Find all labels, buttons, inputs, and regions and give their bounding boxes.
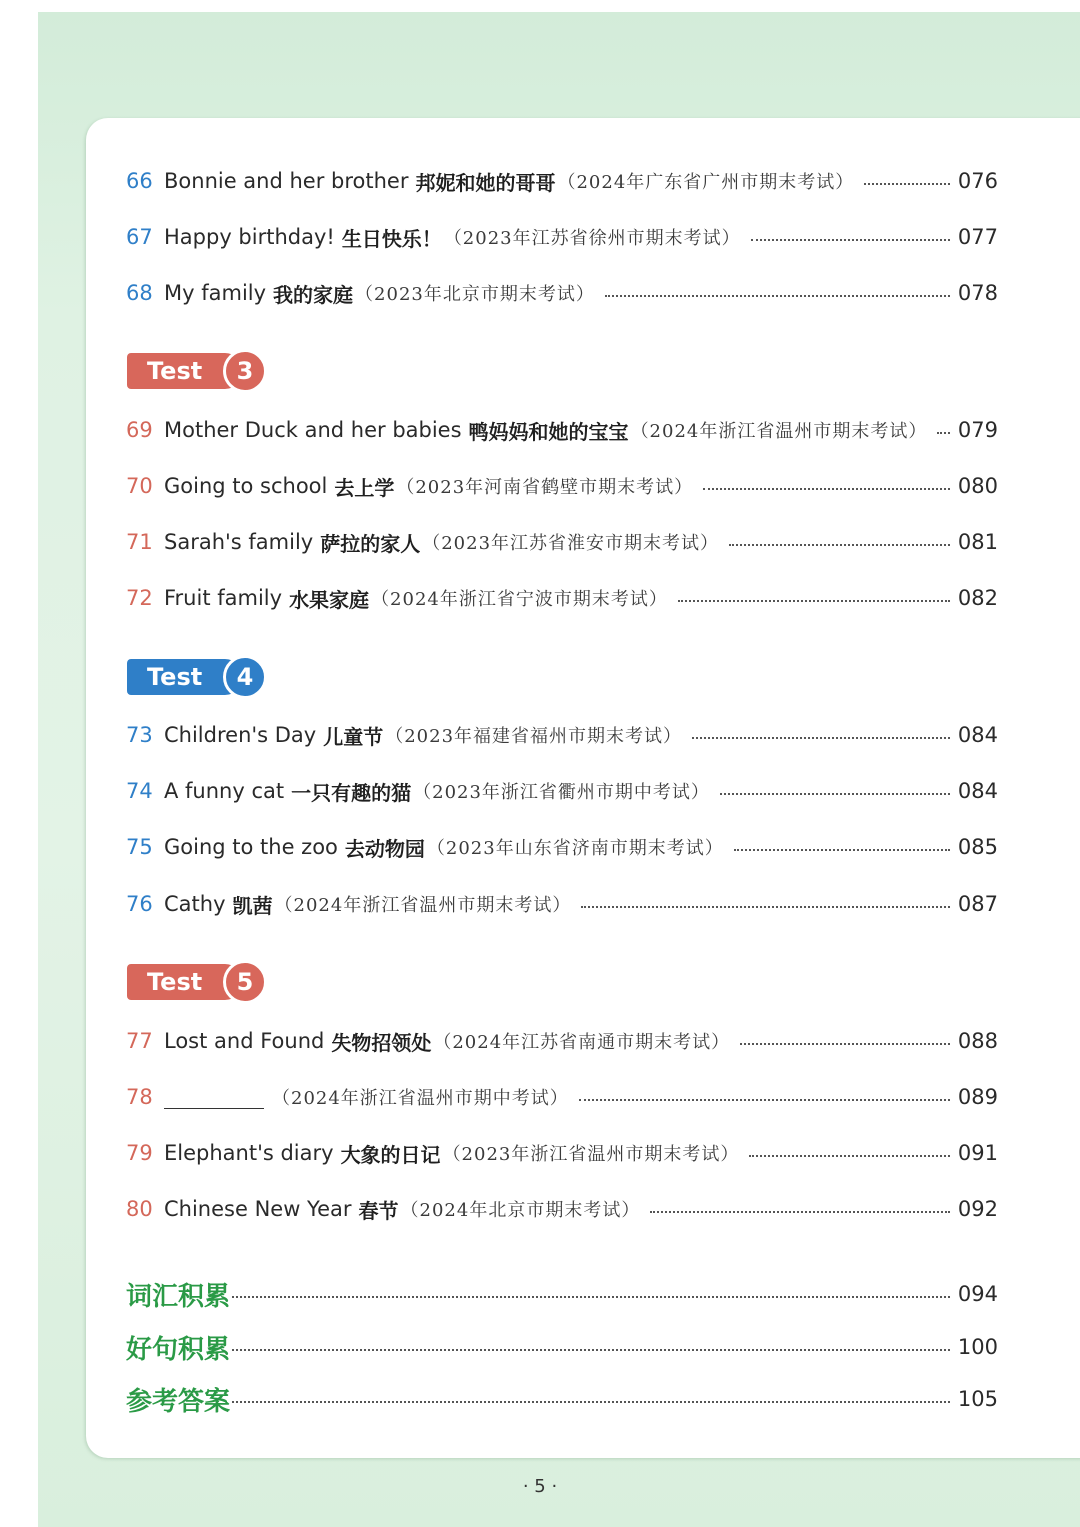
entry-source: （2024年浙江省温州市期末考试）: [274, 895, 572, 916]
entry-source: （2023年北京市期末考试）: [355, 284, 595, 305]
entry-number: 79: [126, 1141, 153, 1165]
entry-title-chinese: 水果家庭: [289, 587, 370, 612]
dot-leader: [864, 183, 950, 185]
entry-title-chinese: 大象的日记: [340, 1142, 441, 1167]
entry-source: （2023年江苏省徐州市期末考试）: [443, 228, 741, 249]
entry-number: 73: [126, 723, 153, 747]
entry-number: 75: [126, 835, 153, 859]
entry-title-english: Going to school: [164, 474, 328, 498]
dot-leader: [605, 295, 950, 297]
toc-entry-66[interactable]: [126, 161, 998, 201]
entry-page: 082: [957, 586, 998, 610]
toc-entry-68[interactable]: [126, 273, 998, 313]
entry-source: （2023年浙江省衢州市期中考试）: [413, 782, 710, 803]
entry-title-chinese: 儿童节: [323, 724, 384, 749]
entry-title-english: Lost and Found: [164, 1029, 325, 1053]
entry-title-english: Chinese New Year: [164, 1197, 352, 1221]
entry-page: 088: [957, 1029, 998, 1053]
entry-number: 76: [126, 892, 153, 916]
toc-good-sentences[interactable]: [126, 1325, 998, 1369]
entry-title-chinese: 去动物园: [344, 836, 425, 861]
extra-label: 参考答案: [126, 1386, 231, 1417]
dot-leader: [703, 488, 950, 490]
entry-title-chinese: 失物招领处: [331, 1030, 432, 1055]
entry-title-english: Sarah's family: [164, 530, 314, 554]
page-number: · 5 ·: [522, 1476, 558, 1497]
toc-entry-73[interactable]: [126, 715, 998, 755]
entry-number: 69: [126, 418, 153, 442]
entry-page: 080: [957, 474, 998, 498]
entry-page: 085: [957, 835, 998, 859]
entry-title-chinese: 一只有趣的猫: [291, 780, 412, 805]
toc-entry-75[interactable]: [126, 827, 998, 867]
entry-page: 084: [957, 723, 998, 747]
entry-title-chinese: 凯茜: [232, 893, 273, 918]
test-5-heading: [127, 960, 269, 1004]
entry-page: 091: [957, 1141, 998, 1165]
entry-source: （2023年浙江省温州市期末考试）: [442, 1144, 740, 1165]
dot-leader: [937, 432, 950, 434]
entry-title-english: Children's Day: [164, 723, 317, 747]
entry-source: （2024年广东省广州市期末考试）: [557, 172, 855, 193]
dot-leader: [749, 1155, 950, 1157]
dot-leader: [579, 1099, 950, 1101]
toc-answers[interactable]: [126, 1377, 998, 1421]
entry-page: 092: [957, 1197, 998, 1221]
entry-source: （2024年北京市期末考试）: [400, 1200, 641, 1221]
toc-entry-74[interactable]: [126, 771, 998, 811]
toc-entry-78[interactable]: [126, 1077, 998, 1117]
entry-source: （2024年浙江省温州市期末考试）: [630, 421, 928, 442]
toc-entry-70[interactable]: [126, 466, 998, 506]
entry-title-english: Cathy: [164, 892, 226, 916]
dot-leader: [692, 737, 950, 739]
entry-title-chinese: 鸭妈妈和她的宝宝: [468, 419, 629, 444]
entry-source: （2023年河南省鹤壁市期末考试）: [396, 477, 694, 498]
entry-number: 66: [126, 169, 153, 193]
dot-leader: [232, 1349, 950, 1351]
entry-page: 079: [957, 418, 998, 442]
toc-entry-67[interactable]: [126, 217, 998, 257]
dot-leader: [720, 793, 950, 795]
entry-title-english: My family: [164, 281, 267, 305]
toc-vocabulary[interactable]: [126, 1272, 998, 1316]
dot-leader: [734, 849, 950, 851]
entry-page: 076: [957, 169, 998, 193]
dot-leader: [751, 239, 950, 241]
test-number: 3: [223, 349, 267, 393]
toc-entry-76[interactable]: [126, 884, 998, 924]
extra-label: 好句积累: [126, 1334, 231, 1365]
entry-title-english: Bonnie and her brother: [164, 169, 409, 193]
toc-entry-69[interactable]: [126, 410, 998, 450]
toc-entry-80[interactable]: [126, 1189, 998, 1229]
entry-source: （2024年浙江省宁波市期末考试）: [371, 589, 668, 610]
entry-number: 74: [126, 779, 153, 803]
entry-title-chinese: 春节: [358, 1198, 399, 1223]
entry-title-english: Going to the zoo: [164, 835, 338, 859]
entry-title-chinese: 生日快乐！: [341, 226, 442, 251]
entry-number: 67: [126, 225, 153, 249]
entry-page: 089: [957, 1085, 998, 1109]
test-label: Test: [127, 353, 243, 389]
entry-source: （2023年江苏省淮安市期末考试）: [422, 533, 720, 554]
dot-leader: [581, 906, 950, 908]
entry-number: 78: [126, 1085, 153, 1109]
entry-title-english: Fruit family: [164, 586, 283, 610]
entry-page: 094: [957, 1282, 998, 1306]
entry-title-chinese: 去上学: [334, 475, 395, 500]
entry-number: 71: [126, 530, 153, 554]
dot-leader: [232, 1296, 950, 1298]
toc-entry-71[interactable]: [126, 522, 998, 562]
test-label: Test: [127, 659, 243, 695]
entry-page: 077: [957, 225, 998, 249]
entry-title-english: Happy birthday!: [164, 225, 335, 249]
test-number: 4: [223, 655, 267, 699]
toc-entry-72[interactable]: [126, 578, 998, 618]
entry-title-chinese: 我的家庭: [273, 282, 354, 307]
entry-number: 68: [126, 281, 153, 305]
dot-leader: [232, 1401, 950, 1403]
entry-title-chinese: 萨拉的家人: [320, 531, 421, 556]
test-4-heading: [127, 655, 269, 699]
entry-number: 70: [126, 474, 153, 498]
extra-label: 词汇积累: [126, 1281, 231, 1312]
dot-leader: [678, 600, 950, 602]
dot-leader: [650, 1211, 950, 1213]
entry-number: 80: [126, 1197, 153, 1221]
entry-title-chinese: 邦妮和她的哥哥: [415, 170, 556, 195]
entry-source: （2023年山东省济南市期末考试）: [426, 838, 724, 859]
test-number: 5: [223, 960, 267, 1004]
entry-number: 72: [126, 586, 153, 610]
entry-title-english: Mother Duck and her babies: [164, 418, 462, 442]
entry-page: 078: [957, 281, 998, 305]
entry-number: 77: [126, 1029, 153, 1053]
entry-title-english: Elephant's diary: [164, 1141, 334, 1165]
entry-source: （2023年福建省福州市期末考试）: [385, 726, 683, 747]
entry-page: 084: [957, 779, 998, 803]
entry-source: （2024年江苏省南通市期末考试）: [433, 1032, 731, 1053]
toc-entry-79[interactable]: [126, 1133, 998, 1173]
entry-page: 100: [957, 1335, 998, 1359]
title-blank-line: [164, 1086, 264, 1109]
toc-entry-77[interactable]: [126, 1021, 998, 1061]
dot-leader: [729, 544, 950, 546]
entry-title-english: A funny cat: [164, 779, 285, 803]
entry-page: 087: [957, 892, 998, 916]
entry-page: 105: [957, 1387, 998, 1411]
entry-page: 081: [957, 530, 998, 554]
entry-source: （2024年浙江省温州市期中考试）: [272, 1088, 569, 1109]
test-label: Test: [127, 964, 243, 1000]
dot-leader: [740, 1043, 950, 1045]
test-3-heading: [127, 349, 269, 393]
